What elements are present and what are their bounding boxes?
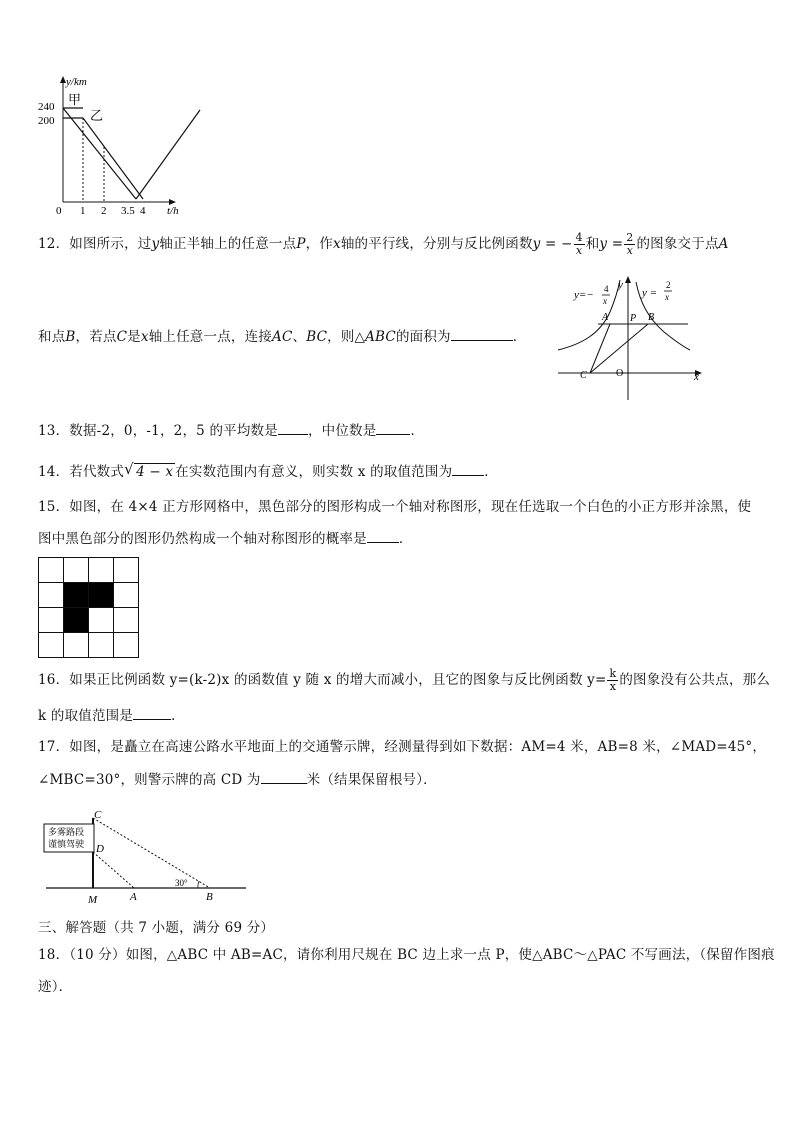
answer-blank[interactable]: [133, 705, 171, 720]
angle-label: 30°: [175, 878, 188, 888]
segment-CA: [590, 324, 610, 373]
label-O: O: [616, 368, 624, 379]
label-left-num: 4: [604, 284, 609, 294]
x-axis-label: t/h: [167, 205, 179, 217]
answer-blank[interactable]: [452, 461, 484, 476]
y-axis-label: y/km: [66, 76, 87, 88]
segment-CB: [590, 324, 648, 373]
label-right-den: x: [665, 292, 669, 302]
sign-text-line1: 多雾路段: [48, 827, 85, 837]
fraction-2-over-x: $\frac{2}{x}$: [626, 231, 634, 257]
grid-cell-white[interactable]: [113, 632, 139, 658]
grid-cell-white[interactable]: [113, 607, 139, 633]
grid-cell-black: [63, 607, 89, 633]
q13: 13．数据-2，0，-1，2，5 的平均数是 ，中位数是 ．: [38, 420, 424, 441]
q14: 14．若代数式 √ 4 − x 在实数范围内有意义，则实数 x 的取值范围为 ．: [38, 460, 498, 480]
x-tick-0: 0: [56, 205, 62, 217]
label-jia: 甲: [68, 92, 82, 107]
grid-cell-white[interactable]: [38, 607, 64, 633]
grid-cell-white[interactable]: [38, 582, 64, 608]
fraction-4-over-x: $\frac{4}{x}$: [575, 231, 583, 257]
grid-cell-white[interactable]: [113, 557, 139, 583]
label-x: x: [694, 371, 699, 383]
q17-line1: 17．如图，是矗立在高速公路水平地面上的交通警示牌，经测量得到如下数据：AM=4 米，AB=8 米，∠MAD=45°，: [38, 739, 767, 755]
label-y: y: [618, 279, 623, 291]
fraction-k-over-x: $\frac{k}{x}$: [609, 667, 617, 693]
label-A: A: [602, 312, 609, 323]
q18-line2: 迹）．: [38, 979, 73, 995]
grid-cell-white[interactable]: [113, 582, 139, 608]
grid-cell-black: [88, 582, 114, 608]
grid-cell-white[interactable]: [88, 607, 114, 633]
grid-4x4: [38, 557, 138, 657]
dotted-DA: [93, 852, 134, 888]
hyperbola-graph: [552, 272, 712, 404]
label-B: B: [206, 891, 213, 903]
grid-cell-white[interactable]: [38, 557, 64, 583]
x-tick-4: 4: [140, 205, 146, 217]
label-yi: 乙: [90, 108, 104, 123]
label-M: M: [88, 894, 98, 906]
answer-blank[interactable]: [451, 326, 513, 341]
grid-cell-black: [63, 582, 89, 608]
label-C: C: [94, 809, 102, 821]
label-A: A: [130, 891, 137, 903]
section-title: 三、解答题（共 7 小题，满分 69 分）: [38, 920, 275, 936]
label-P: P: [630, 313, 637, 324]
label-C: C: [580, 370, 587, 381]
q15-line2: 图中黑色部分的图形仍然构成一个轴对称图形的概率是 ．: [38, 528, 413, 549]
x-tick-3-5: 3.5: [121, 205, 135, 217]
sqrt-expression: √ 4 − x: [124, 460, 174, 480]
label-left-den: x: [603, 296, 607, 306]
grid-cell-white[interactable]: [63, 632, 89, 658]
x-tick-2: 2: [101, 205, 107, 217]
q17-line2: ∠MBC=30°，则警示牌的高 CD 为 米（结果保留根号）．: [38, 769, 437, 790]
q18-line1: 18．（10 分）如图，△ABC 中 AB=AC，请你利用尺规在 BC 边上求一点 P，使△ABC～△PAC 不写画法，（保留作图痕: [38, 947, 775, 963]
q12-line1: 12．如图所示，过y轴正半轴上的任意一点P，作x轴的平行线，分别与反比例函数y = − $\frac{4}{x}$ 和y = $\frac{2}{x}$ 的图象交于点A: [38, 231, 729, 257]
label-B: B: [648, 312, 655, 323]
label-right-eq: y =: [642, 287, 658, 299]
label-right-num: 2: [666, 280, 671, 290]
sign-text-line2: 谨慎驾驶: [48, 839, 85, 849]
x-tick-1: 1: [80, 205, 86, 217]
grid-cell-white[interactable]: [88, 632, 114, 658]
q12-line2: 和点B，若点C是x轴上任意一点，连接AC、BC，则△ABC的面积为 ．: [38, 326, 526, 347]
y-tick-200: 200: [38, 115, 55, 127]
angle-arc: [198, 881, 199, 888]
grid-cell-white[interactable]: [38, 632, 64, 658]
answer-blank[interactable]: [367, 528, 399, 543]
dotted-CB: [93, 818, 210, 888]
warning-sign-diagram: [36, 808, 252, 906]
line-return: [136, 110, 200, 199]
answer-blank[interactable]: [261, 769, 307, 784]
q15-line1: 15．如图，在 4×4 正方形网格中，黑色部分的图形构成一个轴对称图形，现在任选取一个白色的小正方形并涂黑，使: [38, 499, 752, 515]
answer-blank-median[interactable]: [376, 420, 410, 435]
q16-line2: k 的取值范围是 ．: [38, 705, 185, 726]
label-left-eq: y=−: [574, 289, 594, 301]
y-axis-arrow: [625, 276, 631, 283]
answer-blank-mean[interactable]: [278, 420, 308, 435]
distance-time-graph: [32, 72, 222, 222]
q16-line1: 16．如果正比例函数 y=(k-2)x 的函数值 y 随 x 的增大而减小，且它的图象与反比例函数 y= $\frac{k}{x}$ 的图象没有公共点，那么: [38, 667, 771, 693]
grid-cell-white[interactable]: [63, 557, 89, 583]
grid-cell-white[interactable]: [88, 557, 114, 583]
label-D: D: [96, 843, 104, 855]
y-tick-240: 240: [38, 101, 55, 113]
line-yi: [83, 118, 143, 199]
